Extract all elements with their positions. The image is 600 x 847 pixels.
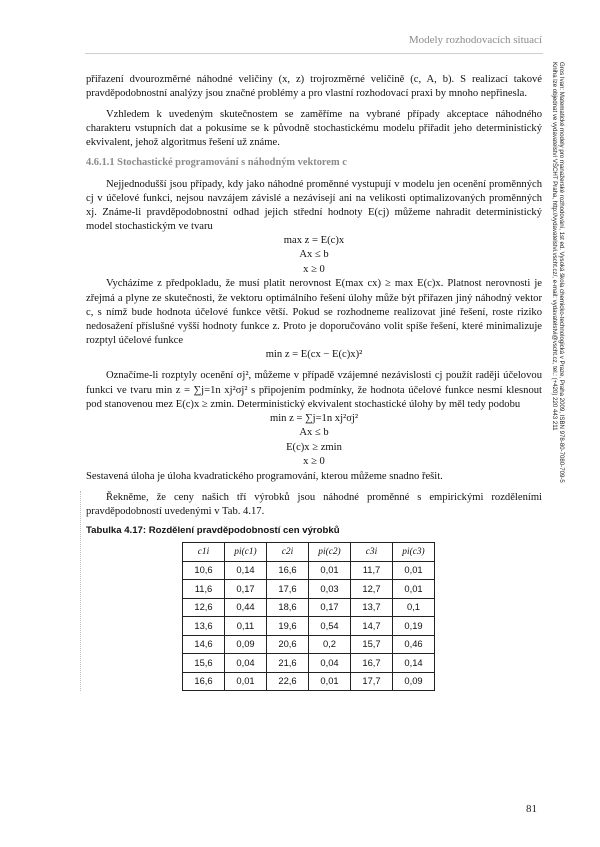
table-row xyxy=(183,561,435,580)
table-row xyxy=(183,580,435,599)
table-cell: 11,6 xyxy=(183,580,225,599)
table-cell: 12,7 xyxy=(351,580,393,599)
table-cell: 21,6 xyxy=(267,654,309,673)
table-row xyxy=(183,598,435,617)
table-cell: 17,7 xyxy=(351,672,393,691)
running-header: Modely rozhodovacích situací xyxy=(408,34,542,46)
table-cell: 15,6 xyxy=(183,654,225,673)
table-cell: 0,14 xyxy=(393,654,435,673)
table-cell: 15,7 xyxy=(351,635,393,654)
equation-nonnegativity-2: x ≥ 0 xyxy=(303,456,325,468)
paragraph-3: Nejjednodušší jsou případy, kdy jako náhodné proměnné vystupují v modelu jen ocenění proměnných cj v účelové funkci, nejsou navzájem závislé a nezávisejí ani na velikosti optimalizovaných proměnných xj. Známe-li pravděpodobnostní odhad jejich střední hodnoty E(cj) můžeme nahradit deterministický model stochastickým ve tvaru xyxy=(86,178,542,232)
table-cell: 0,1 xyxy=(393,598,435,617)
table-cell: 16,7 xyxy=(351,654,393,673)
table-header-cell: c1i xyxy=(183,543,225,562)
table-cell: 0,44 xyxy=(225,598,267,617)
table-cell: 0,11 xyxy=(225,617,267,636)
table-cell: 0,14 xyxy=(225,561,267,580)
table-cell: 16,6 xyxy=(183,672,225,691)
page-number: 81 xyxy=(526,803,537,815)
table-cell: 0,04 xyxy=(225,654,267,673)
paragraph-1: přiřazení dvourozměrné náhodné veličiny (x, z) trojrozměrné veličině (c, A, b). S realizací takové pravděpodobnostní analýzy jsou značné problémy a pro vlastní rozhodovací praxi by mnoho nepřinesla. xyxy=(86,74,542,100)
table-cell: 0,2 xyxy=(309,635,351,654)
equation-constraint-2: Ax ≤ b xyxy=(299,427,329,439)
table-cell: 14,7 xyxy=(351,617,393,636)
distribution-table xyxy=(182,542,435,691)
equation-min-variance: min z = ∑j=1n xj²σj² xyxy=(269,412,359,424)
table-cell: 0,01 xyxy=(393,580,435,599)
table-row xyxy=(183,635,435,654)
table-cell: 16,6 xyxy=(267,561,309,580)
equation-constraint: Ax ≤ b xyxy=(299,249,329,261)
paragraph-4: Vycházíme z předpokladu, že musí platit nerovnost E(max cx) ≥ max E(c)x. Platnost nerovnosti je zřejmá a plyne ze skutečnosti, že vektoru optimálního řešení úlohy může být přiřazen jiný náhodný vektor c, s nímž bude hodnota účelové funkce větší. Pokud se rozhodneme realizovat jiné řešení, roste riziko nedosažení příslušné vyšší hodnoty funkce z. Proto je doporučováno volit spíše řešení, které minimalizuje rozptyl účelové funkce xyxy=(86,278,542,346)
table-cell: 0,09 xyxy=(393,672,435,691)
header-rule xyxy=(85,53,543,54)
example-margin-bar xyxy=(80,491,81,691)
table-cell: 0,03 xyxy=(309,580,351,599)
table-header-cell: pi(c3) xyxy=(393,543,435,562)
table-header-row xyxy=(183,543,435,562)
table-cell: 0,54 xyxy=(309,617,351,636)
section-heading: 4.6.1.1 Stochastické programování s náhodným vektorem c xyxy=(86,157,347,169)
table-cell: 0,19 xyxy=(393,617,435,636)
table-cell: 14,6 xyxy=(183,635,225,654)
table-row xyxy=(183,617,435,636)
side-note-line-2: Kniha lze objednat ve vydavatelství VŠCHT Praha, http://vydavatelstvi.vscht.cz/, e-mail: vydavatelstvi@vscht.cz, tel.: (+420) 220 443 211 xyxy=(550,62,558,431)
side-note xyxy=(550,62,579,582)
table-cell: 0,09 xyxy=(225,635,267,654)
table-cell: 0,17 xyxy=(309,598,351,617)
side-note-line-1: Gros Ivan: Matematické modely pro manažerské rozhodování, 1st ed. Vysoká škola chemicko-technologická v Praze, Praha 2009, ISBN 978-80-7080-709-5 xyxy=(558,62,565,483)
paragraph-6: Sestavená úloha je úloha kvadratického programování, kterou můžeme snadno řešit. xyxy=(86,470,443,482)
table-row xyxy=(183,672,435,691)
equation-min-return: E(c)x ≥ zmin xyxy=(286,441,342,453)
example-block xyxy=(86,491,542,691)
table-header-cell: c2i xyxy=(267,543,309,562)
table-cell: 17,6 xyxy=(267,580,309,599)
table-header-cell: pi(c2) xyxy=(309,543,351,562)
equation-variance: min z = E(cx − E(c)x)² xyxy=(265,348,363,360)
table-cell: 0,01 xyxy=(225,672,267,691)
table-cell: 0,01 xyxy=(309,561,351,580)
table-cell: 0,01 xyxy=(309,672,351,691)
table-header-cell: pi(c1) xyxy=(225,543,267,562)
table-caption: Tabulka 4.17: Rozdělení pravděpodobností cen výrobků xyxy=(86,524,340,536)
table-cell: 20,6 xyxy=(267,635,309,654)
table-cell: 0,17 xyxy=(225,580,267,599)
body-text xyxy=(86,73,542,691)
table-cell: 18,6 xyxy=(267,598,309,617)
table-cell: 0,46 xyxy=(393,635,435,654)
paragraph-7: Řekněme, že ceny našich tří výrobků jsou náhodné proměnné s empirickými rozděleními pravděpodobností uvedenými v Tab. 4.17. xyxy=(86,491,542,517)
table-header-cell: c3i xyxy=(351,543,393,562)
table-cell: 13,7 xyxy=(351,598,393,617)
table-cell: 12,6 xyxy=(183,598,225,617)
table-row xyxy=(183,654,435,673)
equation-nonnegativity: x ≥ 0 xyxy=(303,263,325,275)
paragraph-2: Vzhledem k uvedeným skutečnostem se zaměříme na vybrané případy akceptace náhodného charakteru vstupních dat a pokusíme se k původně stochastickému modelu přiřadit jeho deterministický ekvivalent, jehož algoritmus řešení už známe. xyxy=(86,109,542,149)
paragraph-5: Označíme-li rozptyly ocenění σj², můžeme v případě vzájemné nezávislosti cj použít raději účelovou funkci ve tvaru min z = ∑j=1n xj²σj² s připojením podmínky, že hodnota účelové funkce nesmí klesnout pod stanovenou mez E(c)x ≥ zmin. Deterministický ekvivalent stochastické úlohy by měl tedy podobu xyxy=(86,370,542,410)
table-cell: 0,04 xyxy=(309,654,351,673)
table-cell: 22,6 xyxy=(267,672,309,691)
table-cell: 10,6 xyxy=(183,561,225,580)
table-cell: 13,6 xyxy=(183,617,225,636)
table-cell: 19,6 xyxy=(267,617,309,636)
equation-objective: max z = E(c)x xyxy=(283,234,345,246)
table-cell: 11,7 xyxy=(351,561,393,580)
table-cell: 0,01 xyxy=(393,561,435,580)
